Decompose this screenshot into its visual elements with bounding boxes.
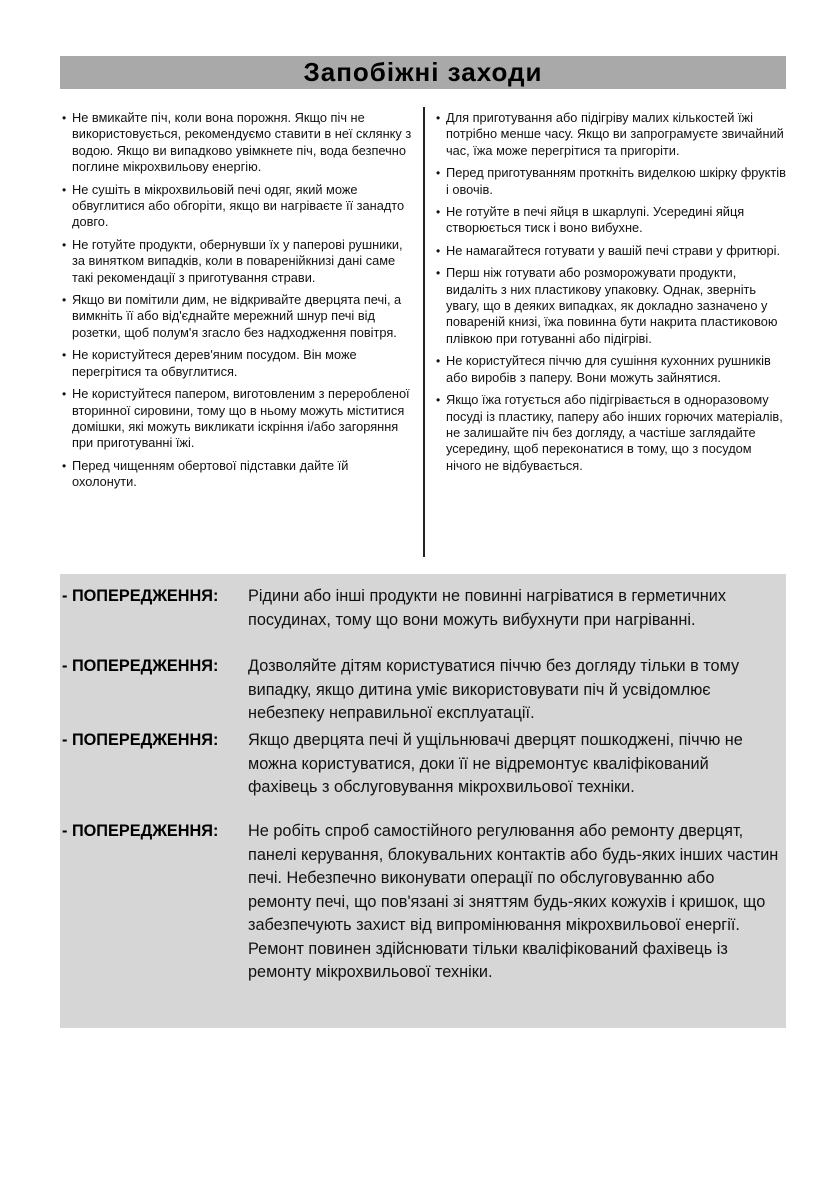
list-item bbox=[436, 353, 788, 386]
bullet-icon: • bbox=[62, 237, 67, 252]
warning-text: Рідини або інші продукти не повинні нагріватися в герметичних посудинах, тому що вони можуть вибухнути при нагріванні. bbox=[248, 587, 727, 629]
page-title: Запобіжні заходи bbox=[303, 57, 543, 87]
list-item-text: Не намагайтеся готувати у вашій печі страви у фритюрі. bbox=[446, 242, 781, 258]
list-item-text: Не користуйтеся піччю для сушіння кухонних рушників або виробів з паперу. Вони можуть зайнятися. bbox=[446, 353, 771, 385]
list-item-text: Перед чищенням обертової підставки дайте їй охолонути. bbox=[72, 457, 349, 490]
warning-row bbox=[62, 729, 782, 800]
warning-label: - ПОПЕРЕДЖЕННЯ: bbox=[62, 587, 219, 605]
list-item bbox=[436, 243, 788, 259]
warning-label: - ПОПЕРЕДЖЕННЯ: bbox=[62, 731, 219, 749]
warning-label: - ПОПЕРЕДЖЕННЯ: bbox=[62, 822, 219, 840]
list-item-text: Якщо ви помітили дим, не відкривайте дверцята печі, а вимкніть її або від'єднайте мережний шнур печі від розетки, щоб полум'я згасло без надходження повітря. bbox=[72, 292, 402, 340]
bullet-icon: • bbox=[436, 166, 441, 181]
list-item bbox=[62, 347, 414, 380]
list-item-text: Не сушіть в мікрохвильовій печі одяг, який може обвуглитися або обгоріти, якщо ви нагріваєте її занадто довго. bbox=[72, 181, 405, 230]
warning-row bbox=[62, 585, 782, 632]
list-item-text: Перш ніж готувати або розморожувати продукти, видаліть з них пластикову упаковку. Однак, зверніть увагу, що в деяких випадках, як докладно зазначено у повареній книзі, їжа повинна бути накрита пластиковою плівкою при готуванні або підігріві. bbox=[446, 265, 778, 346]
warning-row bbox=[62, 655, 782, 726]
list-item-text: Не користуйтеся дерев'яним посудом. Він може перегрітися та обвуглитися. bbox=[72, 347, 357, 379]
list-item bbox=[62, 292, 414, 341]
list-item bbox=[62, 458, 414, 491]
list-item bbox=[436, 392, 788, 474]
list-item bbox=[436, 265, 788, 347]
bullet-icon: • bbox=[62, 458, 67, 473]
bullet-icon: • bbox=[436, 354, 441, 369]
list-item-text: Перед приготуванням проткніть виделкою шкірку фруктів і овочів. bbox=[446, 165, 786, 197]
title-bar bbox=[60, 56, 786, 89]
list-item bbox=[62, 110, 414, 176]
bullet-icon: • bbox=[436, 243, 441, 258]
list-item-text: Не користуйтеся папером, виготовленим з переробленої вторинної сировини, тому що в ньому можуть міститися домішки, які можуть викликати іскріння і/або загоряння при приготуванні їжі. bbox=[72, 386, 410, 451]
list-item bbox=[436, 110, 788, 159]
list-item-text: Не готуйте продукти, обернувши їх у паперові рушники, за винятком випадків, коли в поваренійкнизі дані саме такі рекомендації з приготування страви. bbox=[72, 236, 403, 285]
column-divider bbox=[423, 107, 425, 557]
list-item-text: Якщо їжа готується або підігрівається в одноразовому посуді із пластику, паперу або інших горючих матеріалів, не залишайте піч без догляду, а частіше заглядайте усередину, щоб переконатися в тому, що з посудом нічого не відбувається. bbox=[446, 392, 783, 473]
precautions-left-column bbox=[62, 110, 414, 497]
bullet-icon: • bbox=[62, 387, 67, 402]
bullet-icon: • bbox=[436, 266, 441, 281]
warning-row bbox=[62, 820, 782, 985]
bullet-icon: • bbox=[436, 111, 441, 125]
list-item bbox=[62, 386, 414, 452]
bullet-icon: • bbox=[436, 393, 441, 408]
list-item bbox=[62, 237, 414, 286]
warning-text: Не робіть спроб самостійного регулювання або ремонту дверцят, панелі керування, блокувальних контактів або будь-яких інших частин печі. Небезпечно виконувати операції по обслуговуванню або ремонту печі, що пов'язані зі зняттям будь-яких кожухів і кришок, що забезпечують захист від випромінювання мікрохвильової енергії. Ремонт повинен здійснювати тільки кваліфікований фахівець із ремонту мікрохвильової техніки. bbox=[248, 822, 779, 981]
precautions-right-column bbox=[436, 110, 788, 480]
bullet-icon: • bbox=[62, 182, 67, 197]
list-item bbox=[436, 204, 788, 237]
bullet-icon: • bbox=[62, 348, 67, 363]
list-item-text: Для приготування або підігріву малих кількостей їжі потрібно менше часу. Якщо ви запрограмуєте звичайний час, їжа може перегрітися та пригоріти. bbox=[446, 110, 784, 158]
list-item bbox=[436, 165, 788, 198]
warning-label: - ПОПЕРЕДЖЕННЯ: bbox=[62, 657, 219, 675]
warning-text: Якщо дверцята печі й ущільнювачі дверцят пошкоджені, піччю не можна користуватися, доки її не відремонтує кваліфікований фахівець з обслуговування мікрохвильової техніки. bbox=[248, 731, 743, 796]
list-item-text: Не готуйте в печі яйця в шкарлупі. Усередині яйця створюється тиск і воно вибухне. bbox=[446, 204, 745, 236]
bullet-icon: • bbox=[62, 111, 67, 125]
list-item-text: Не вмикайте піч, коли вона порожня. Якщо піч не використовується, рекомендуємо ставити в неї склянку з водою. Якщо ви випадково увімкнете піч, вода безпечно поглине мікрохвильову енергію. bbox=[72, 110, 412, 175]
warning-text: Дозволяйте дітям користуватися піччю без догляду тільки в тому випадку, якщо дитина уміє використовувати піч й усвідомлює небезпеку неправильної експлуатації. bbox=[248, 657, 740, 722]
list-item bbox=[62, 182, 414, 231]
bullet-icon: • bbox=[436, 205, 441, 220]
bullet-icon: • bbox=[62, 293, 67, 308]
